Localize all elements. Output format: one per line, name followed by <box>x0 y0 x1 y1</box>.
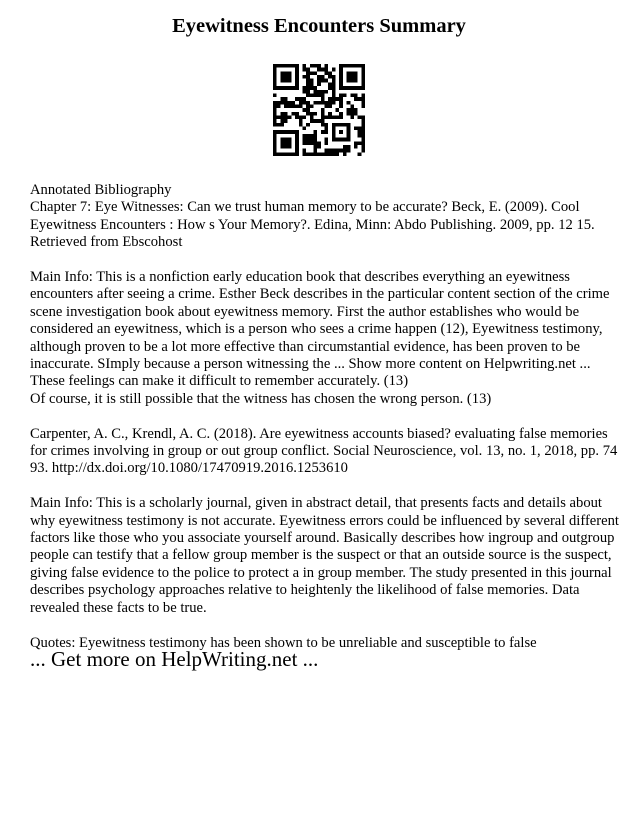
qr-code-icon <box>273 64 365 156</box>
quotes-paragraph: Quotes: Eyewitness testimony has been shown to be unreliable and susceptible to false <box>30 634 537 651</box>
document-title: Eyewitness Encounters Summary <box>172 15 466 37</box>
main-info-beck: Main Info: This is a nonfiction early education book that describes everything an eyewitness encounters after seeing a crime. Esther Beck describes in the particular content section of the crime scene investigation book about eyewitness memory. First the author establishes who would be considered an eyewitness, which is a person who sees a crime happen (12), Eyewitness testimony, although proven to be a lot more effective than circumstantial evidence, has been proven to be inaccurate. SImply because a person witnessing the ... Show more content on Helpwriting.net ... These feelings can make it difficult to remember accurately. (13) <box>30 269 610 390</box>
citation-carpenter: Carpenter, A. C., Krendl, A. C. (2018). Are eyewitness accounts biased? evaluating false memories for crimes involving in group or out group conflict. Social Neuroscience, vol. 13, no. 1, 2018, pp. 74 93. http://dx.doi.org/10.1080/17470919.2016.1253610 <box>30 425 618 477</box>
helpwriting-link[interactable]: ... Get more on HelpWriting.net ... <box>30 647 319 671</box>
bibliography-heading: Annotated Bibliography <box>30 182 172 198</box>
citation-beck: Chapter 7: Eye Witnesses: Can we trust human memory to be accurate? Beck, E. (2009). Cool Eyewitness Encounters : How s Your Memory?. Edina, Minn: Abdo Publishing. 2009, pp. 12 15. Retrieved from Ebscohost <box>30 199 595 251</box>
main-info-beck-continued: Of course, it is still possible that the witness has chosen the wrong person. (13) <box>30 390 492 407</box>
main-info-carpenter: Main Info: This is a scholarly journal, given in abstract detail, that presents facts and details about why eyewitness testimony is not accurate. Eyewitness errors could be influenced by several different factors like those who you associate yourself around. Basically describes how ingroup and outgroup people can testify that a fellow group member is the suspect or that an outside source is the suspect, giving false evidence to the police to protect a in group member. The study presented in this journal describes psychology approaches relative to heightenly the likelihood of false memories. Data revealed these facts to be true. <box>30 495 619 616</box>
document-body <box>30 182 620 652</box>
